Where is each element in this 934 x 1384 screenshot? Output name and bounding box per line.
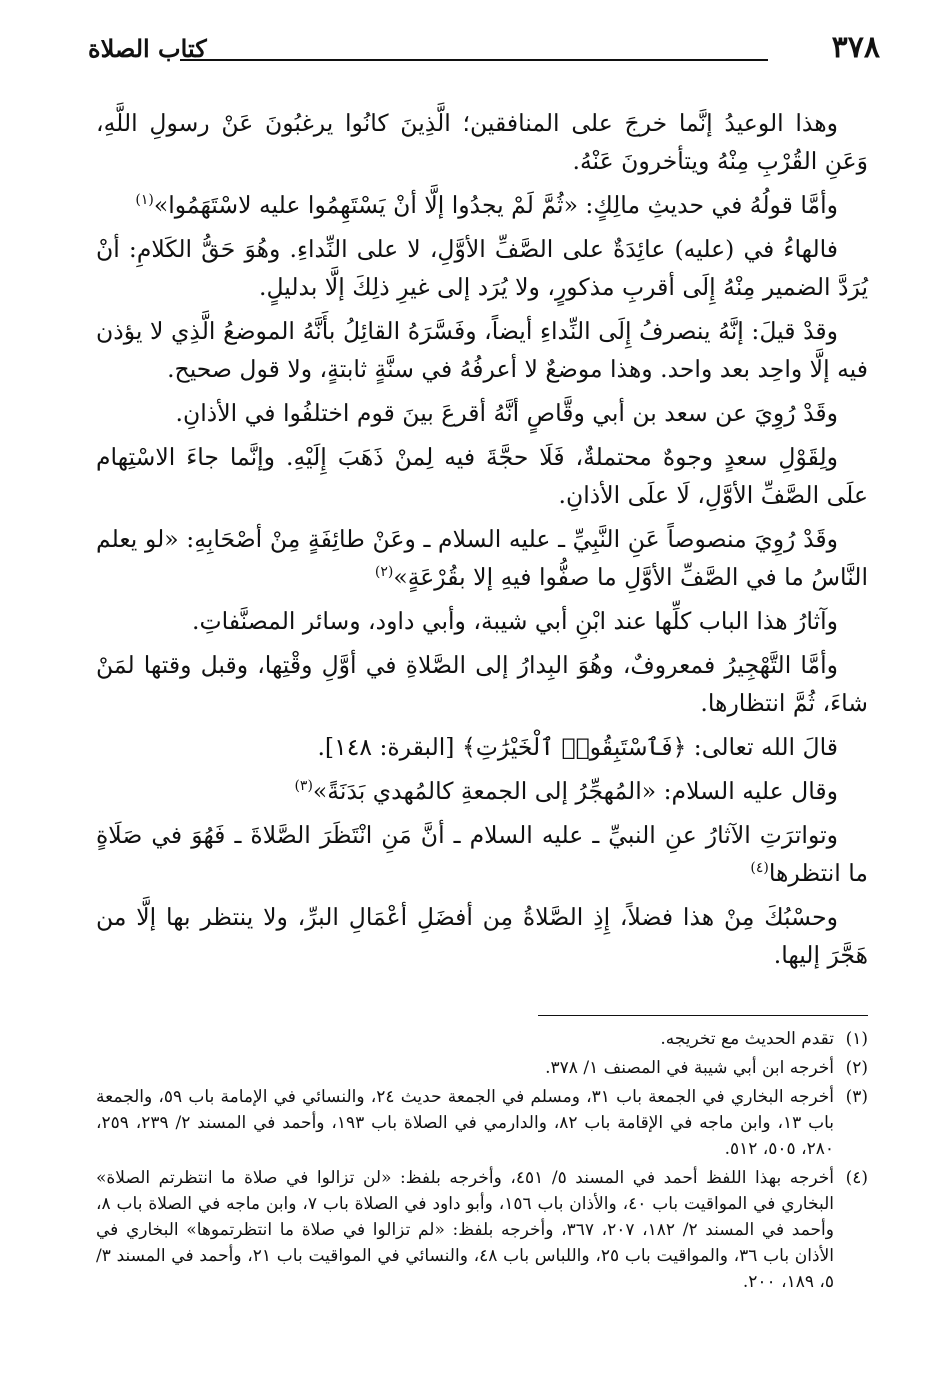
book-title: كتاب الصلاة	[88, 34, 207, 63]
footnote-number: (١)	[845, 1029, 868, 1049]
footnote	[96, 1165, 868, 1295]
paragraph: وهذا الوعيدُ إنَّما خرجَ على المنافقين؛ الَّذِينَ كانُوا يرغبُونَ عَنْ رسولِ اللَّهِ، وَعَنِ القُرْبِ مِنْهُ ويتأخرونَ عَنْهُ.	[96, 109, 868, 175]
footnote-number: (٣)	[845, 1087, 868, 1107]
footnote	[96, 1084, 868, 1162]
footnote-number: (٤)	[845, 1168, 868, 1188]
footnote-ref: (٢)	[374, 564, 394, 581]
footnote-text: أخرجه بهذا اللفظ أحمد في المسند ٥/ ٤٥١، وأخرجه بلفظ: «لن تزالوا في صلاة ما انتظرتم الصلاة» البخاري في المواقيت باب ٤٠، والأذان باب ١٥٦، وأبو داود في الصلاة باب ٧، وابن ماجه في الصلاة باب ٨، وأحمد في المسند ٢/ ١٨٢، ٢٠٧، ٣٦٧، وأخرجه بلفظ: «لم تزالوا في صلاة ما انتظرتموها» البخاري في الأذان باب ٣٦، والمواقيت باب ٢٥، واللباس باب ٤٨، والنسائي في المواقيت باب ٢١، وأحمد في المسند ٣/ ٥، ١٨٩، ٢٠٠.	[96, 1168, 835, 1292]
paragraph: وقدْ قيلَ: إنَّهُ ينصرفُ إِلَى النِّداءِ أيضاً، وفَسَّرَهُ القائِلُ بأَنَّهُ الموضعُ الَّذِي لا يؤذن فيه إلَّا واحِد بعد واحد. وهذا موضعٌ لا أعرفُهُ في سنَّةٍ ثابتةٍ، ولا قول صحيح.	[96, 317, 868, 383]
paragraph: وأمَّا التَّهْجِيرُ فمعروفٌ، وهُوَ البِدارُ إلى الصَّلاةِ في أوَّلِ وقْتِها، وقبل وقتها لمَنْ شاءَ، ثُمَّ انتظارها.	[96, 651, 868, 717]
header-rule	[180, 59, 768, 61]
paragraph: وآثارُ هذا الباب كلِّها عند ابْنِ أبي شيبة، وأبي داود، وسائر المصنَّفاتِ.	[192, 607, 838, 635]
paragraph: ولِقَوْلِ سعدٍ وجوهٌ محتملةٌ، فَلَا حجَّةَ فيه لِمنْ ذَهَبَ إِلَيْهِ. وإنَّما جاءَ الاسْتِهام علَى الصَّفِّ الأوَّلِ، لَا علَى الأذانِ.	[96, 443, 868, 509]
paragraph: وحسْبُكَ مِنْ هذا فضلاً، إِذِ الصَّلاةُ مِن أفضَلِ أعْمَالِ البرِّ، ولا ينتظر بها إلَّا من هَجَّرَ إليها.	[96, 903, 868, 969]
footnotes	[96, 1026, 868, 1298]
page-header	[88, 30, 880, 68]
main-text	[96, 104, 868, 980]
paragraph: وأمَّا قولُهُ في حديثِ مالِكٍ: «ثُمَّ لَمْ يجدُوا إلَّا أنْ يَسْتَهِمُوا عليه لاسْتَهَمُوا»$^{(١)}$	[135, 191, 838, 219]
footnote-text: أخرجه ابن أبي شيبة في المصنف ١/ ٣٧٨.	[545, 1058, 834, 1078]
paragraph: فالهاءُ في (عليه) عائِدَةٌ على الصَّفِّ الأوَّلِ، لا على النِّداءِ. وهُوَ حَقُّ الكَلامِ: أنْ يُرَدَّ الضمير مِنْهُ إِلَى أقربِ مذكورٍ، ولا يُرَد إلى غيرِ ذلِكَ إلَّا بدليلٍ.	[96, 235, 868, 301]
paragraph: وتواترَتِ الآثارُ عنِ النبيِّ ـ عليه السلام ـ أنَّ مَنِ انْتَظَرَ الصَّلاةَ ـ فَهُوَ في صَلَاةٍ ما انتظرها$^{(٤)}$	[96, 821, 868, 887]
footnote	[96, 1026, 868, 1052]
footnote-ref: (٤)	[750, 860, 769, 877]
footnote-ref: (١)	[135, 192, 154, 209]
footnote-separator	[538, 1015, 868, 1016]
paragraph: وقَدْ رُوِيَ عن سعد بن أبي وقَّاصٍ أنَّهُ أقرعَ بينَ قوم اختلفُوا في الأذانِ.	[175, 399, 838, 427]
footnote-text: تقدم الحديث مع تخريجه.	[660, 1029, 834, 1049]
paragraph: قالَ الله تعالى: ﴿فَٱسْتَبِقُوا۟ ٱلْخَيْرَٰتِ﴾ [البقرة: ١٤٨].	[317, 733, 838, 761]
page-number: ٣٧٨	[831, 30, 880, 65]
footnote-number: (٢)	[845, 1058, 868, 1078]
paragraph: وقال عليه السلام: «المُهجِّرُ إلى الجمعةِ كالمُهدي بَدَنَةً»$^{(٣)}$	[294, 777, 838, 805]
footnote-ref: (٣)	[294, 778, 313, 795]
footnote	[96, 1055, 868, 1081]
paragraph: وقَدْ رُوِيَ منصوصاً عَنِ النَّبِيِّ ـ عليه السلام ـ وعَنْ طائِفَةٍ مِنْ أصْحَابِهِ: «لو يعلم النَّاسُ ما في الصَّفِّ الأوَّلِ ما صفُّوا فيهِ إلا بقُرْعَةٍ»$^{(٢)}$	[96, 525, 868, 591]
footnote-text: أخرجه البخاري في الجمعة باب ٣١، ومسلم في الجمعة حديث ٢٤، والنسائي في الإمامة باب ٥٩، والجمعة باب ١٣، وابن ماجه في الإقامة باب ٨٢، والدارمي في الصلاة باب ١٩٣، وأحمد في المسند ٢/ ٢٣٩، ٢٥٩، ٢٨٠، ٥٠٥، ٥١٢.	[96, 1087, 835, 1159]
